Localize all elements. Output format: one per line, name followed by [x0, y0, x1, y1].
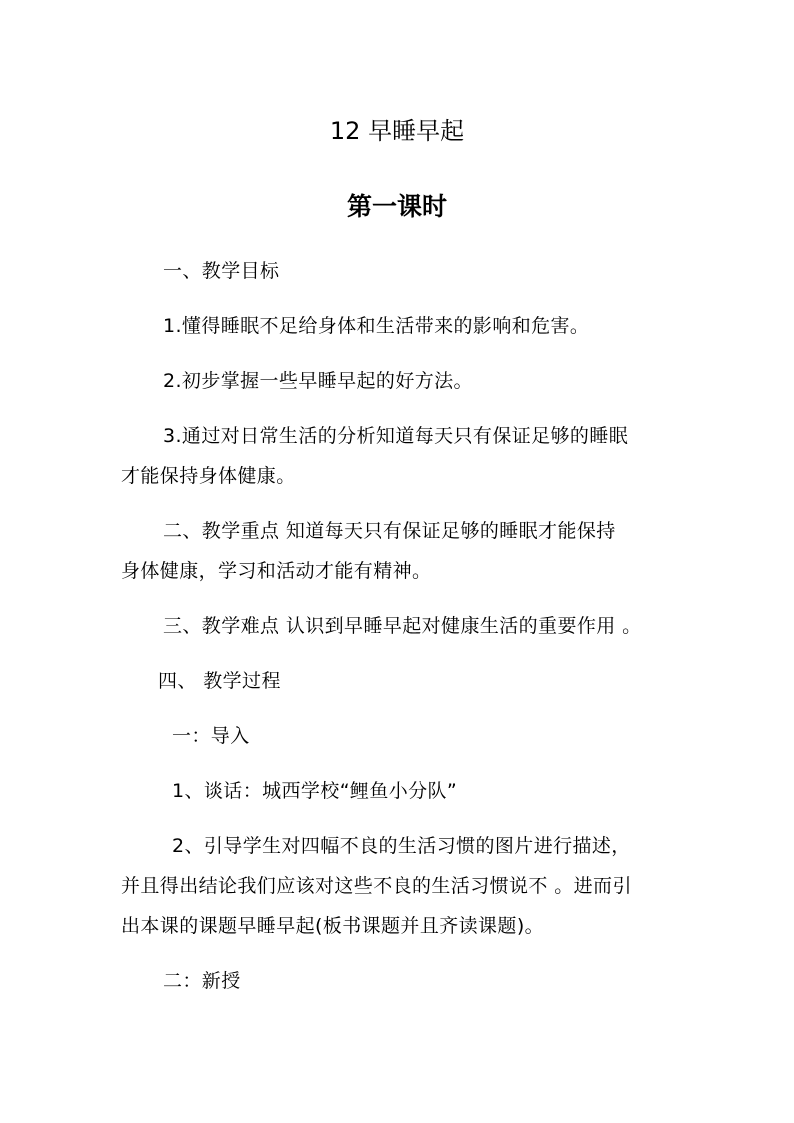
objective-3-line-2: 才能保持身体健康。	[121, 465, 296, 487]
difficult-point: 三、教学难点 认识到早睡早起对健康生活的重要作用 。	[163, 615, 642, 637]
objective-1: 1.懂得睡眠不足给身体和生活带来的影响和危害。	[163, 315, 590, 337]
key-point-line-1: 二、教学重点 知道每天只有保证足够的睡眠才能保持	[163, 520, 616, 542]
section-heading-objectives: 一、教学目标	[163, 260, 280, 282]
objective-2: 2.初步掌握一些早睡早起的好方法。	[163, 370, 473, 392]
intro-step-1: 1、谈话：城西学校“鲤鱼小分队”	[172, 780, 458, 802]
step-intro-heading: 一：导入	[172, 725, 250, 747]
step-new-lesson-heading: 二：新授	[163, 970, 241, 992]
document-title: 12 早睡早起	[329, 117, 465, 145]
intro-step-2-line-3: 出本课的课题早睡早起(板书课题并且齐读课题)。	[121, 915, 545, 937]
intro-step-2-line-1: 2、引导学生对四幅不良的生活习惯的图片进行描述，	[172, 835, 631, 857]
intro-step-2-line-2: 并且得出结论我们应该对这些不良的生活习惯说不 。进而引	[121, 875, 632, 897]
objective-3-line-1: 3.通过对日常生活的分析知道每天只有保证足够的睡眠	[163, 425, 629, 447]
key-point-line-2: 身体健康，学习和活动才能有精神。	[121, 560, 432, 582]
document-subtitle: 第一课时	[346, 192, 447, 221]
section-heading-process: 四、 教学过程	[158, 670, 281, 692]
